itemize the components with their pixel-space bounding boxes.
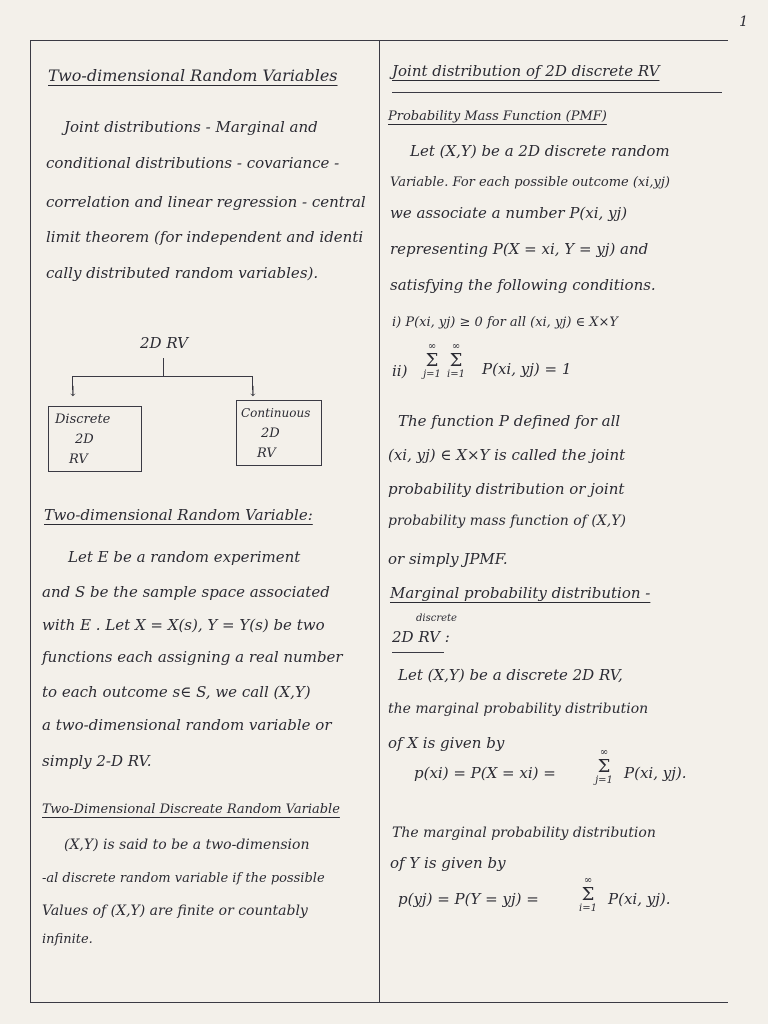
sigma-symbol: Σ xyxy=(581,884,595,905)
text-line: Values of (X,Y) are finite or countably xyxy=(42,903,308,919)
text-line: and S be the sample space associated xyxy=(42,583,330,601)
box-label: RV xyxy=(69,452,88,467)
text-line: Variable. For each possible outcome (xi,yj) xyxy=(390,175,670,190)
text-line: functions each assigning a real number xyxy=(42,648,343,666)
sigma-symbol: Σ xyxy=(425,350,439,371)
condition-2: P(xi, yj) = 1 xyxy=(482,360,572,378)
marginal-y-rhs: P(xi, yj). xyxy=(608,890,671,908)
syllabus-line: correlation and linear regression - central xyxy=(46,193,366,211)
sum-upper-limit: ∞ xyxy=(599,747,609,758)
sum-icon xyxy=(574,876,602,914)
text-line: of X is given by xyxy=(388,734,505,752)
sum-lower-limit: j=1 xyxy=(423,369,441,380)
marginal-note: discrete xyxy=(416,613,457,624)
text-line: with E . Let X = X(s), Y = Y(s) be two xyxy=(42,616,325,634)
sum-upper-limit: ∞ xyxy=(451,341,461,352)
section-heading: Two-dimensional Random Variable: xyxy=(44,506,313,524)
text-line: Let (X,Y) be a discrete 2D RV, xyxy=(398,666,623,684)
section-heading: Two-Dimensional Discreate Random Variable xyxy=(42,802,340,817)
marginal-x-lhs: p(xi) = P(X = xi) = xyxy=(414,764,556,782)
text-line: (xi, yj) ∈ X×Y is called the joint xyxy=(388,446,626,464)
text-line: probability distribution or joint xyxy=(388,480,625,498)
sigma-symbol: Σ xyxy=(449,350,463,371)
left-title: Two-dimensional Random Variables xyxy=(48,66,338,85)
text-line: of Y is given by xyxy=(390,854,506,872)
syllabus-line: conditional distributions - covariance - xyxy=(46,154,340,172)
box-label: RV xyxy=(257,446,276,461)
section-heading: Probability Mass Function (PMF) xyxy=(388,109,607,124)
text-line: to each outcome s∈ S, we call (X,Y) xyxy=(42,683,311,701)
discrete-box xyxy=(48,406,142,472)
text-line: representing P(X = xi, Y = yj) and xyxy=(390,240,649,258)
sum-lower-limit: j=1 xyxy=(595,775,613,786)
syllabus-line: cally distributed random variables). xyxy=(46,264,319,282)
text-line: (X,Y) is said to be a two-dimension xyxy=(64,837,310,853)
section-heading: Marginal probability distribution - xyxy=(390,584,651,602)
condition-2-label: ii) xyxy=(392,362,408,380)
continuous-box xyxy=(236,400,322,466)
text-line: probability mass function of (X,Y) xyxy=(388,513,626,529)
sum-upper-limit: ∞ xyxy=(583,875,593,886)
sum-i-icon xyxy=(444,342,468,380)
text-line: The marginal probability distribution xyxy=(392,825,656,841)
sum-lower-limit: i=1 xyxy=(447,369,465,380)
box-label: 2D xyxy=(75,432,94,447)
text-line: a two-dimensional random variable or xyxy=(42,716,332,734)
sum-icon xyxy=(590,748,618,786)
sigma-symbol: Σ xyxy=(597,756,611,777)
diagram-branch xyxy=(72,376,252,377)
text-line: The function P defined for all xyxy=(398,412,621,430)
diagram-stem xyxy=(163,358,164,376)
text-line: Let (X,Y) be a 2D discrete random xyxy=(410,142,670,160)
text-line: satisfying the following conditions. xyxy=(390,276,656,294)
page-number: 1 xyxy=(739,14,748,30)
text-line: Let E be a random experiment xyxy=(68,548,301,566)
marginal-x-rhs: P(xi, yj). xyxy=(624,764,687,782)
text-line: we associate a number P(xi, yj) xyxy=(390,204,628,222)
condition-1: i) P(xi, yj) ≥ 0 for all (xi, yj) ∈ X×Y xyxy=(392,315,619,330)
heading-underline xyxy=(392,652,444,653)
sum-lower-limit: i=1 xyxy=(579,903,597,914)
syllabus-line: limit theorem (for independent and identi xyxy=(46,228,364,246)
text-line: infinite. xyxy=(42,932,93,947)
title-underline xyxy=(392,92,722,93)
box-label: 2D xyxy=(261,426,280,441)
sum-upper-limit: ∞ xyxy=(427,341,437,352)
down-arrow-icon: ↓ xyxy=(67,384,79,400)
sum-j-icon xyxy=(420,342,444,380)
down-arrow-icon: ↓ xyxy=(247,384,259,400)
diagram-root: 2D RV xyxy=(140,334,188,352)
marginal-y-lhs: p(yj) = P(Y = yj) = xyxy=(398,890,539,908)
column-divider xyxy=(379,40,380,1002)
syllabus-line: Joint distributions - Marginal and xyxy=(64,118,318,136)
box-label: Discrete xyxy=(55,412,111,427)
box-label: Continuous xyxy=(241,406,311,420)
bottom-rule xyxy=(30,1002,728,1003)
text-line: simply 2-D RV. xyxy=(42,752,152,770)
right-title: Joint distribution of 2D discrete RV xyxy=(392,62,660,80)
text-line: -al discrete random variable if the possible xyxy=(42,871,325,886)
text-line: or simply JPMF. xyxy=(388,550,508,568)
section-heading-2: 2D RV : xyxy=(392,628,450,646)
text-line: the marginal probability distribution xyxy=(388,701,649,717)
